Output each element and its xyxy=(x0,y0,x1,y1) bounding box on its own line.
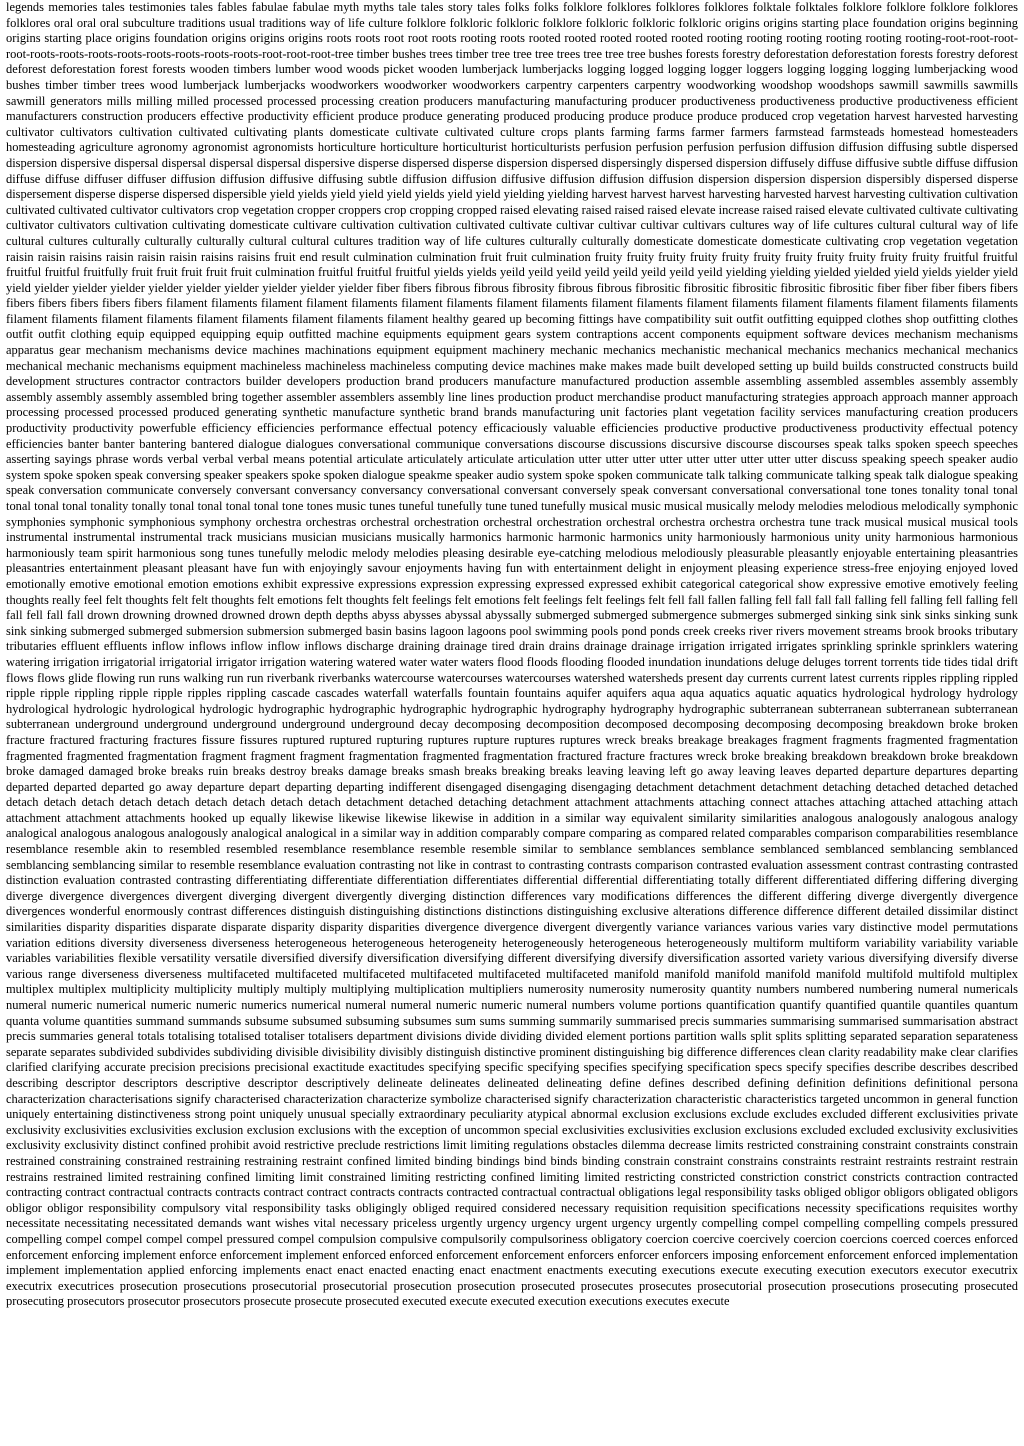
document-page xyxy=(6,0,1018,1446)
body-text: legends memories tales testimonies tales fables fabulae fabulae myth myths tale tales story tales folks folks folklore folklores folklores folklores folktale folktales folklore folklore folklore folklores folklores oral oral oral subculture traditions usual traditions way of life culture folklore folkloric folkloric folklore folkloric folkloric folkloric origins origins starting place foundation origins beginning origins starting place origins foundation origins origins origins roots roots root root roots rooting roots rooted rooted rooted rooted rooted rooting rooting rooting rooting rooting rooting-root-root-root-root-roots-roots-roots-roots-roots-roots-roots-roots-root-root-root-tree timber bushes trees timber tree tree tree trees tree tree tree bushes forests forestry deforestation deforestation forests forestry deforest deforest deforestation forest forests wooden timbers lumber wood woods picket wooden lumberjack lumberjacks logging logged logging logger loggers logging logging logging lumberjacking wood bushes timber timber trees wood lumberjack lumberjacks woodworkers woodworker woodworkers carpentry carpenters carpentry woodworking woodshop woodshops sawmill sawmills sawmills sawmill generators mills milling milled processed processed processing creation producers manufacturing manufacturing producer productiveness productiveness productive productiveness efficient manufacturers construction producers effective productivity efficient produce produce generating produced producing produce produce produce produced crop vegetation harvest harvested harvesting cultivator cultivators cultivation cultivated cultivating plants domesticate cultivate cultivated culture crops plants farming farms farmer farmers farmstead farmsteads homestead homesteaders homesteading agriculture agronomy agronomist agronomists horticulture horticulture horticulturist horticulturists perfusion perfusion perfusion perfusion diffusion diffusion diffusing subtle dispersed dispersion dispersive dispersal dispersal dispersal dispersal dispersive disperse dispersed disperse dispersion dispersed dispersingly dispersed dispersion diffusely diffuse diffusive subtle diffuse diffusion diffuse diffuse diffuser diffuser diffusion diffusion diffusive diffusing subtle diffusion diffusion diffusive diffusion diffusion diffusion dispersion dispersion dispersion dispersibly dispersed disperse dispersement disperse disperse dispersed dispersible yield yields yield yield yield yields yield yield yielding yielding harvest harvest harvest harvesting harvested harvest harvesting cultivation cultivation cultivated cultivated cultivator cultivators crop vegetation cropper croppers crop cropping cropped raised elevating raised raised raised elevate increase raised raised elevate cultivated cultivate cultivating cultivator cultivators cultivation cultivating domesticate cultivare cultivation cultivation cultivated cultivate cultivar cultivar cultivar cultivars cultures way of life cultures cultural cultural way of life cultural cultures culturally culturally culturally cultural cultural cultures tradition way of life cultures culturally culturally domesticate domesticate domesticate cultivating crop vegetation vegetation raisin raisin raisins raisin raisin raisin raisins raisins fruit end result culmination culmination fruit fruit culmination fruity fruity fruity fruity fruity fruity fruity fruity fruity fruity fruity fruitful fruitful fruitful fruitful fruitfully fruit fruit fruit fruit fruit culmination fruitful fruitful fruitful yields yields yeild yeild yeild yeild yeild yeild yeild yeild yielding yielding yielded yielded yield yields yielder yield yield yielder yielder yielder yielder yielder yielder yielder yielder yielder fiber fibers fibrous fibrous fibrosity fibrous fibrous fibrositic fibrositic fibrositic fibrositic fibrositic fiber fiber fiber fibers fibers fibers fibers fibers fibers fibers filament filaments filament filament filaments filament filaments filament filaments filament filaments filament filaments filament filaments filament filaments filaments filament filaments filament filaments filament filaments filament filaments filament healthy geared up becoming fittings have compatibility suit outfit outfitting equipped clothes shop outfitting clothes outfit outfit clothing equip equipped equipping equip outfitted machine equipments equipment gears system contraptions accent components equipment software devices mechanism mechanisms apparatus gear mechanism mechanisms device machines machinations equipment equipment machinery mechanic mechanics mechanistic mechanical mechanics mechanics mechanical mechanics mechanical mechanic mechanisms equipment machineless machineless machineless computing device machines make makes made built developed setting up build builds constructed constructs build development structures contractor contractors builder developers production brand producers manufacture manufactured production assemble assembling assembled assembles assembly assembly assembly assembly assembly assembled bring together assembler assemblers assembly line lines production product merchandise product manufacturing strategies approach approach manner approach processing processed processed produced generating synthetic manufacture synthetic brand brands manufacturing unit factories plant vegetation facility services manufacturing creation producers productivity productivity powerfuble efficiency efficiencies performance effectual potency efficaciously valuable efficiencies productive productive productiveness productivity effectual potency efficiencies banter banter bantering bantered dialogue dialogues conversational communique conversations discourse discussions discursive discourse discourses speak talks spoken speech speeches asserting sayings phrase words verbal verbal verbal means potential articulate articulately articulate articulation utter utter utter utter utter utter utter utter utter discuss speaking speech speaker audio system spoke spoken speak conversing speaker speakers spoke spoken dialogue speakme speaker audio system spoke spoken communicate talk talking communicate talking speak talk dialogue speaking speak conversation communicate conversely conversant conversancy conversancy conversational conversant conversely speak conversant conversational conversational tone tones tonality tonal tonal tonal tonal tonal tonality tonally tonal tonal tonal tonal tone tones music tunes tuneful tunefully tune tuned tunefully musical music musical musically melody melodies melodious melodically symphonic symphonies symphonic symphonious symphony orchestra orchestras orchestral orchestration orchestral orchestration orchestral orchestra orchestra orchestra tune track musical musical musical tools instrumental instrumental instrumental track musicians musician musicians musically harmonics harmonic harmonic harmonics unity harmoniously harmonious unity unity harmonious harmonious harmoniously team spirit harmonious song tunes tunefully melodic melody melodies pleasing desirable eye-catching melodious melodiously pleasurable pleasantly enjoyable entertaining pleasantries pleasantries entertainment pleasant pleasant have fun with enjoyingly savour enjoyments having fun with entertainment delight in enjoyment pleasing experience stress-free enjoying enjoyed loved emotionally emotive emotional emotion emotions exhibit expressive expressions expression expressing expressed expressed exhibit categorical categorical show expressive emotive emotively feeling thoughts really feel felt thoughts felt felt thoughts felt emotions felt thoughts felt feelings felt emotions felt feelings felt feelings felt fell fall fallen falling fell fall fall fall falling fell falling fell falling fell fall fell fall fall drown drowning drowned drowned drown depth depths abyss abysses abyssal abyssally submerged submerged submergence submerges submerged sinking sink sink sinks sinking sunk sink sinking submerged submerged submersion submersion submerged basin basins lagoon lagoons pool swimming pools pond ponds creek creeks river rivers movement streams brook brooks tributary tributaries effluent effluents inflow inflows inflow inflow inflows discharge draining drainage tired drain drains drainage drainage irrigation irrigated irrigates sprinkling sprinkle sprinklers watering watering irrigation irrigatorial irrigatorial irrigator irrigation watering watered water water waters flood floods flooding flooded inundation inundations deluge deluges torrent torrents tide tides tidal drift flows flows glide flowing run runs walking run run riverbank riverbanks watercourse watercourses watercourses watershed watersheds present day currents current latest currents ripples rippling rippled ripple ripple rippling ripple ripple ripples rippling cascade cascades waterfall waterfalls fountain fountains aquifer aquifers aqua aqua aquatics aquatic aquatics hydrological hydrology hydrology hydrological hydrologic hydrological hydrologic hydrographic hydrographic hydrographic hydrographic hydrography hydrography hydrographic subterranean subterranean subterranean subterranean subterranean underground underground underground underground underground decay decomposing decomposition decomposed decomposing decomposing decomposing breakdown broke broken fracture fractured fracturing fractures fissure fissures ruptured ruptured rupturing ruptures rupture ruptures ruptures wreck breaks breakage breakages fragment fragments fragmented fragmentation fragmented fragmented fragmentation fragment fragment fragment fragmentation fragmented fragmentation fractured fracture fractures wreck broke breaking breakdown breakdown broke breakdown broke damaged damaged broke breaks ruin breaks destroy breaks damage breaks smash breaks breaking breaks leaving leaving left go away leaving leaves departed departure departures departing departed departed departed go away departure depart departing departing indifferent disengaged disengaging disengaging detachment detachment detachment detaching detached detached detached detach detach detach detach detach detach detach detach detach detachment detached detaching detachment attachment attachments attaching connect attaches attaching attached attaching attach attachment attachment attachments hooked up equally likewise likewise likewise likewise in addition in a similar way equivalent similarity similarities analogous analogously analogous analogy analogical analogous analogous analogously analogical analogical in a similar way in addition comparably compare comparing as compared related comparables comparison comparabilities resemblance resemblance resemble akin to resembled resembled resemblance resemblance resemble resemble similar to semblance semblances semblance semblanced semblanced semblancing semblanced semblancing semblancing similar to resemble resemblance evaluation contrasting not like in contrast to contrasting contrasts comparison contrasted evaluation assessment contrast contrasting contrasted distinction evaluation contrasted contrasting differentiating differentiate differentiation differentiates differential differential differentiating totally different differentiated differing differing diverging diverge divergence divergences divergent diverging divergent divergently diverging distinction differences vary modifications differences the different differing diverge divergently divergence divergences wonderful enormously contrast differences distinguish distinguishing distinctions distinctions distinguishing exclusive alterations difference difference different detailed dissimilar distinct similarities disparity disparities disparate disparate disparity disparity disparities divergence divergence divergent divergently variance variances various varies vary distinctive model permutations variation editions diversity diverseness diverseness heterogeneous heterogeneous heterogeneity heterogeneously heterogeneous heterogeneously multiform multiform variability variability variable variables variabilities flexible versatility versatile diversified diversify diversification diversifying different diversifying diversify diversification assorted variety various diversifying diversify diverse various range diverseness diverseness multifaceted multifaceted multifaceted multifaceted multifaceted multifaceted manifold manifold manifold manifold manifold multifold multifold multiplex multiplex multiplex multiplicity multiplicity multiply multiply multiplying multiplication multipliers numerosity numerosity numerosity quantity numbers numbered numbering numeral numericals numeral numeric numerical numeric numeric numerics numerical numeral numeral numeric numeric numeral numbers volume portions quantification quantify quantified quantile quantiles quantum quanta volume quantities summand summands subsume subsumed subsuming subsumes sum sums summing summarily summarised precis summaries summarising summarised summarisation abstract precis summaries general totals totalising totalised totaliser totalisers department divisions divide dividing divided element portions partition walls split splits splitting separated separation separateness separate separates subdivided subdivides subdividing divisible divisibility divisibly distinguish distinctive prominent distinguishing big difference differences clean clarity readability make clear clarifies clarified clarifying accurate precision precisions precisional exactitude exactitudes specifying specific specifying specifies specifying specification specs specify specifies describe describes described describing descriptor descriptors descriptive descriptor descriptively delineate delineates delineated delineating define defines described defining definition definitions definitional persona characterization characterisations signify characterised characterization characterize symbolize characterised signify characterization characteristic characteristics targeted uncommon in general function uniquely entertaining distinctiveness strong point uniquely unusual specially extraordinary peculiarity atypical abnormal exclusion exclusions exclude excludes excluded different exclusivities private exclusivity exclusivities exclusivities exclusion exclusion exclusions with the exception of uncommon special exclusivities exclusivities exclusion exclusions excluded excluded exclusivity exclusivities exclusivity exclusivity distinct confined prohibit avoid restrictive preclude restrictions limit limiting regulations obstacles dilemma decrease limits restricted constraining constraint constraints constrain restrained constraining constrained restraining restraining restraint confined limited binding bindings bind binds binding constrain constraint constrains constraints restraint restraints restraint restrain restrains restrained limited restraining confined limiting limit constrained limiting restricting confined limiting limited restricting constricted constriction constrict constricts contraction contracted contracting contract contractual contracts contracts contract contract contracts contracts contracted contractual contractual obligations legal responsibility tasks obliged obligor obligors obligated obligors obligor obligor responsibility compulsory vital responsibility tasks obligingly obliged required considered necessary requisition requisition specifications necessity specifications requisites worthy necessitate necessitating necessitated demands want wishes vital necessary priceless urgently urgency urgency urgent urgency urgently compelling compel compelling compelling compels pressured compelling compel compel compel compel pressured compel compulsion compulsive compulsorily compulsoriness obligatory coercion coercive coercively coercion coercions coerced coerces enforced enforcement enforcing implement enforce enforcement implement enforced enforced enforcement enforcement enforcers enforcer enforcers imposing enforcement enforcement enforced implementation implement implementation applied enforcing implements enact enact enacted enacting enact enactment enactments executing executions execute executing execution executors executor executrix executrix executrices prosecution prosecutions prosecutorial prosecutorial prosecution prosecution prosecuted prosecutes prosecutes prosecutorial prosecution prosecutions prosecuting prosecuted prosecuting prosecutors prosecutor prosecutors prosecute prosecute prosecuted executed execute executed execution executions executes execute xyxy=(6,0,1018,1309)
